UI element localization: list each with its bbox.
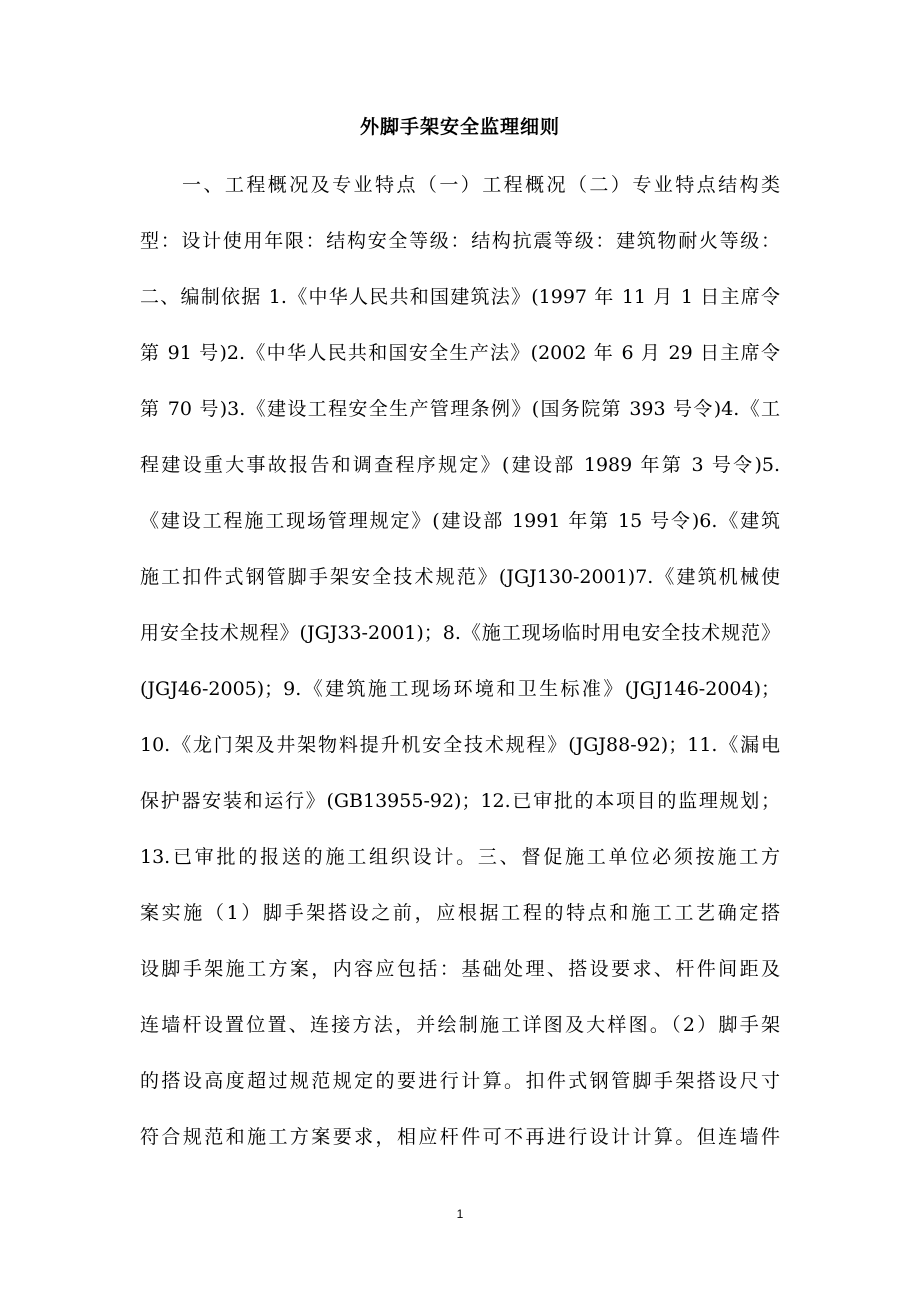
body-line: 的搭设高度超过规范规定的要进行计算。扣件式钢管脚手架搭设尺寸: [140, 1070, 780, 1092]
body-line: 第 91 号)2.《中华人民共和国安全生产法》(2002 年 6 月 29 日主席令: [140, 342, 780, 364]
body-line: 案实施（1）脚手架搭设之前，应根据工程的特点和施工工艺确定搭: [140, 902, 780, 924]
body-line: 10.《龙门架及井架物料提升机安全技术规程》(JGJ88-92)；11.《漏电: [140, 734, 780, 756]
body-line: 第 70 号)3.《建设工程安全生产管理条例》(国务院第 393 号令)4.《工: [140, 398, 780, 420]
body-line: 程建设重大事故报告和调查程序规定》(建设部 1989 年第 3 号令)5.: [140, 454, 780, 476]
body-line: 一、工程概况及专业特点（一）工程概况（二）专业特点结构类: [182, 174, 780, 196]
page-number: 1: [456, 1207, 464, 1221]
body-line: 用安全技术规程》(JGJ33-2001)；8.《施工现场临时用电安全技术规范》: [140, 622, 780, 644]
body-line: 连墙杆设置位置、连接方法，并绘制施工详图及大样图。（2）脚手架: [140, 1014, 780, 1036]
body-line: 保护器安装和运行》(GB13955-92)；12.已审批的本项目的监理规划；: [140, 790, 780, 812]
body-line: 符合规范和施工方案要求，相应杆件可不再进行设计计算。但连墙件: [140, 1126, 780, 1148]
document-title: 外脚手架安全监理细则: [359, 116, 560, 138]
body-line: 13.已审批的报送的施工组织设计。三、督促施工单位必须按施工方: [140, 846, 780, 868]
body-line: 二、编制依据 1.《中华人民共和国建筑法》(1997 年 11 月 1 日主席令: [140, 286, 780, 308]
body-line: 型：设计使用年限：结构安全等级：结构抗震等级：建筑物耐火等级：: [140, 230, 780, 252]
body-line: (JGJ46-2005)；9.《建筑施工现场环境和卫生标准》(JGJ146-2004)；: [140, 678, 780, 700]
body-line: 《建设工程施工现场管理规定》(建设部 1991 年第 15 号令)6.《建筑: [140, 510, 780, 532]
body-line: 施工扣件式钢管脚手架安全技术规范》(JGJ130-2001)7.《建筑机械使: [140, 566, 780, 588]
document-body: [140, 157, 780, 1165]
body-line: 设脚手架施工方案，内容应包括：基础处理、搭设要求、杆件间距及: [140, 958, 780, 980]
